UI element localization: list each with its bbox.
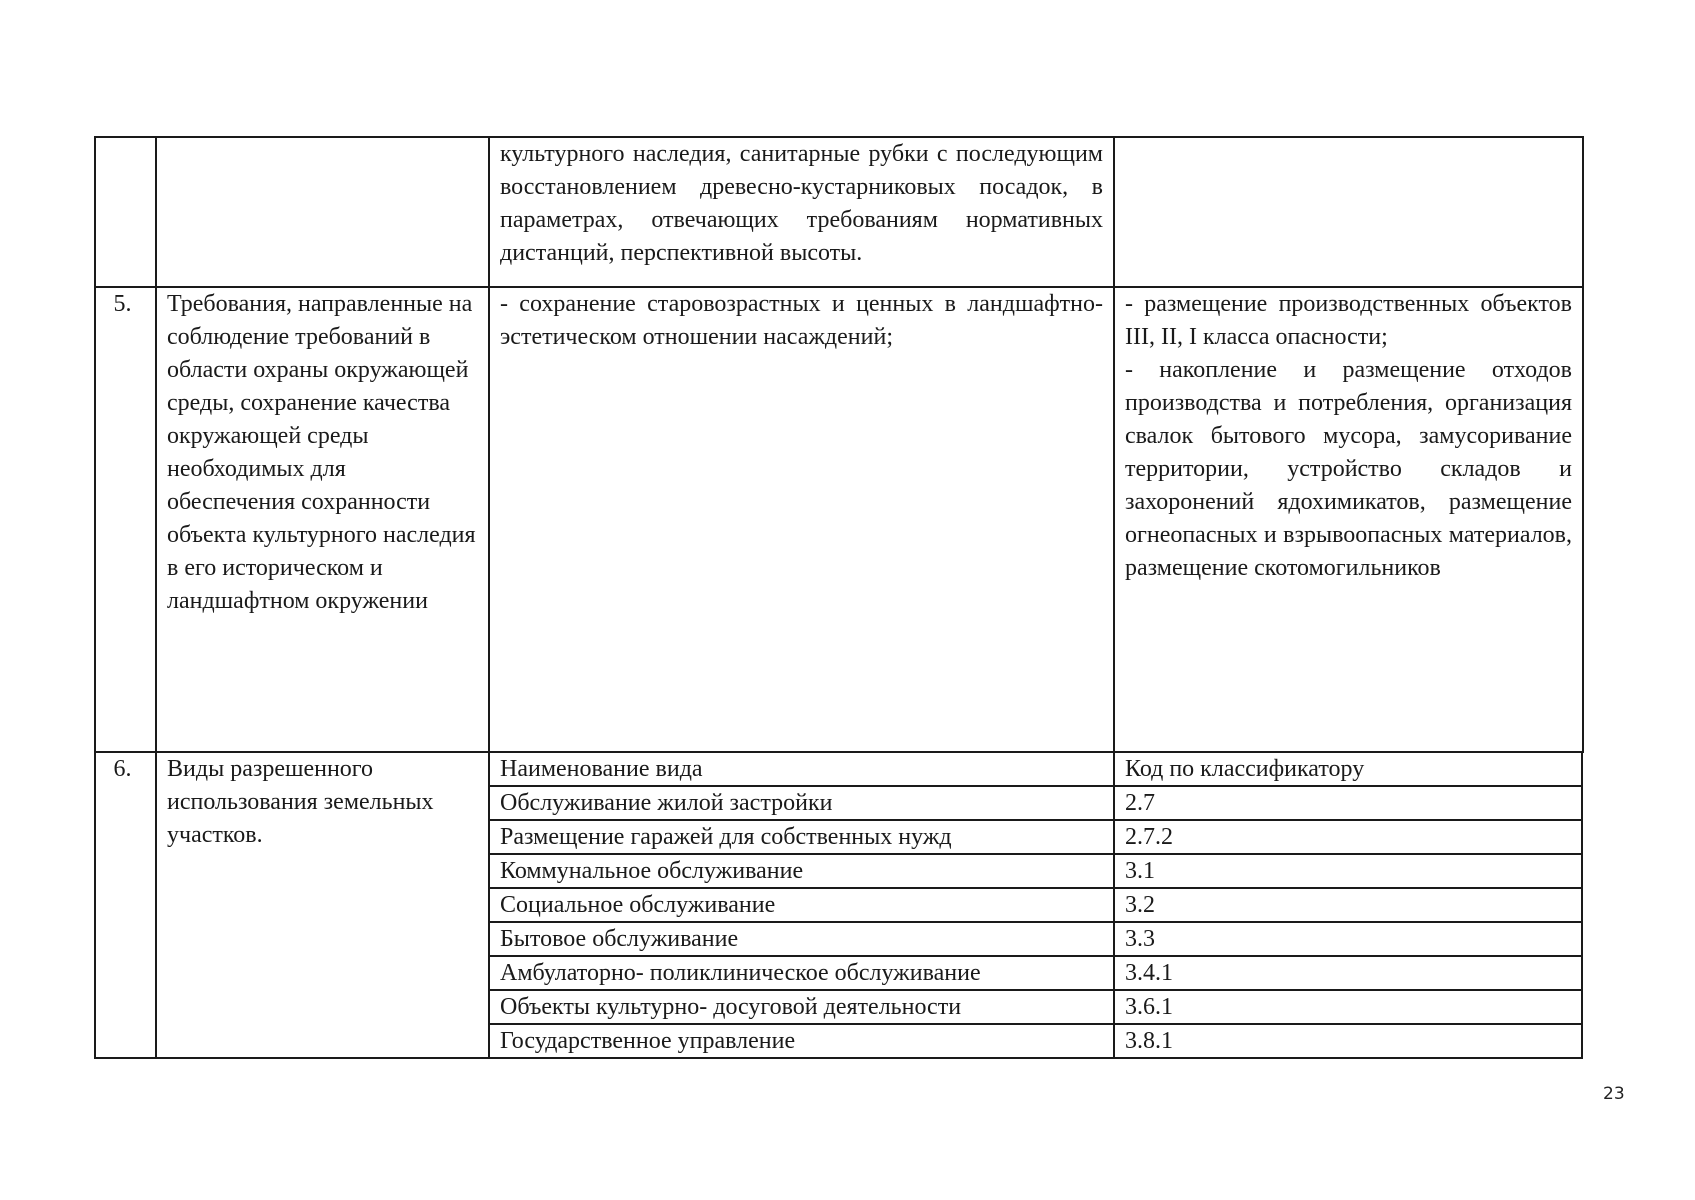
land-use-name: Объекты культурно- досуговой деятельности — [490, 990, 1114, 1024]
restrictions-cell — [1114, 137, 1583, 287]
requirement-cell — [156, 287, 489, 752]
land-use-code: 2.7 — [1114, 786, 1582, 820]
description-cell — [489, 137, 1114, 287]
description-cell — [489, 287, 1114, 752]
land-use-row — [490, 990, 1582, 1024]
table-row — [95, 137, 1583, 287]
land-use-code: 2.7.2 — [1114, 820, 1582, 854]
land-use-row — [490, 956, 1582, 990]
land-use-code: 3.2 — [1114, 888, 1582, 922]
header-name: Наименование вида — [490, 753, 1114, 786]
description-text: культурного наследия, санитарные рубки с последующим восстановлением древесно-кустарниковых посадок, в параметрах, отвечающих требованиям нормативных дистанций, перспективной высоты. — [500, 141, 1103, 266]
land-use-row — [490, 820, 1582, 854]
row-number-cell — [95, 137, 156, 287]
land-use-name: Государственное управление — [490, 1024, 1114, 1057]
land-use-code: 3.4.1 — [1114, 956, 1582, 990]
land-use-name: Социальное обслуживание — [490, 888, 1114, 922]
land-use-name: Размещение гаражей для собственных нужд — [490, 820, 1114, 854]
document-table — [94, 136, 1584, 1059]
requirement-cell — [156, 752, 489, 1058]
land-use-code: 3.8.1 — [1114, 1024, 1582, 1057]
restrictions-text: - размещение производственных объектов III, II, I класса опасности; - накопление и размещение отходов производства и потребления, организация свалок бытового мусора, замусоривание территории, устройство складов и захоронений ядохимикатов, размещение огнеопасных и взрывоопасных материалов, размещение скотомогильников — [1125, 291, 1572, 581]
requirement-text: Виды разрешенного использования земельных участков. — [167, 756, 434, 848]
row-number-cell — [95, 752, 156, 1058]
page-number: 23 — [1603, 1084, 1625, 1104]
table-row — [95, 752, 1583, 1058]
land-use-cell — [489, 752, 1583, 1058]
land-use-name: Обслуживание жилой застройки — [490, 786, 1114, 820]
land-use-row — [490, 854, 1582, 888]
row-number: 6. — [113, 756, 132, 782]
land-use-row — [490, 786, 1582, 820]
row-number: 5. — [113, 291, 132, 317]
description-text: - сохранение старовозрастных и ценных в ландшафтно-эстетическом отношении насаждений; — [500, 291, 1103, 350]
land-use-row — [490, 888, 1582, 922]
land-use-row — [490, 1024, 1582, 1057]
table-row — [95, 287, 1583, 752]
restrictions-cell — [1114, 287, 1583, 752]
land-use-name: Амбулаторно- поликлиническое обслуживание — [490, 956, 1114, 990]
land-use-code: 3.1 — [1114, 854, 1582, 888]
row-number-cell — [95, 287, 156, 752]
land-use-table — [490, 753, 1583, 1057]
land-use-code: 3.3 — [1114, 922, 1582, 956]
land-use-code: 3.6.1 — [1114, 990, 1582, 1024]
land-use-header-row — [490, 753, 1582, 786]
land-use-row — [490, 922, 1582, 956]
header-code: Код по классификатору — [1114, 753, 1582, 786]
requirement-text: Требования, направленные на соблюдение требований в области охраны окружающей среды, сохранение качества окружающей среды необходимых для обеспечения сохранности объекта культурного наследия в его историческом и ландшафтном окружении — [167, 291, 476, 614]
land-use-name: Коммунальное обслуживание — [490, 854, 1114, 888]
requirement-cell — [156, 137, 489, 287]
land-use-name: Бытовое обслуживание — [490, 922, 1114, 956]
